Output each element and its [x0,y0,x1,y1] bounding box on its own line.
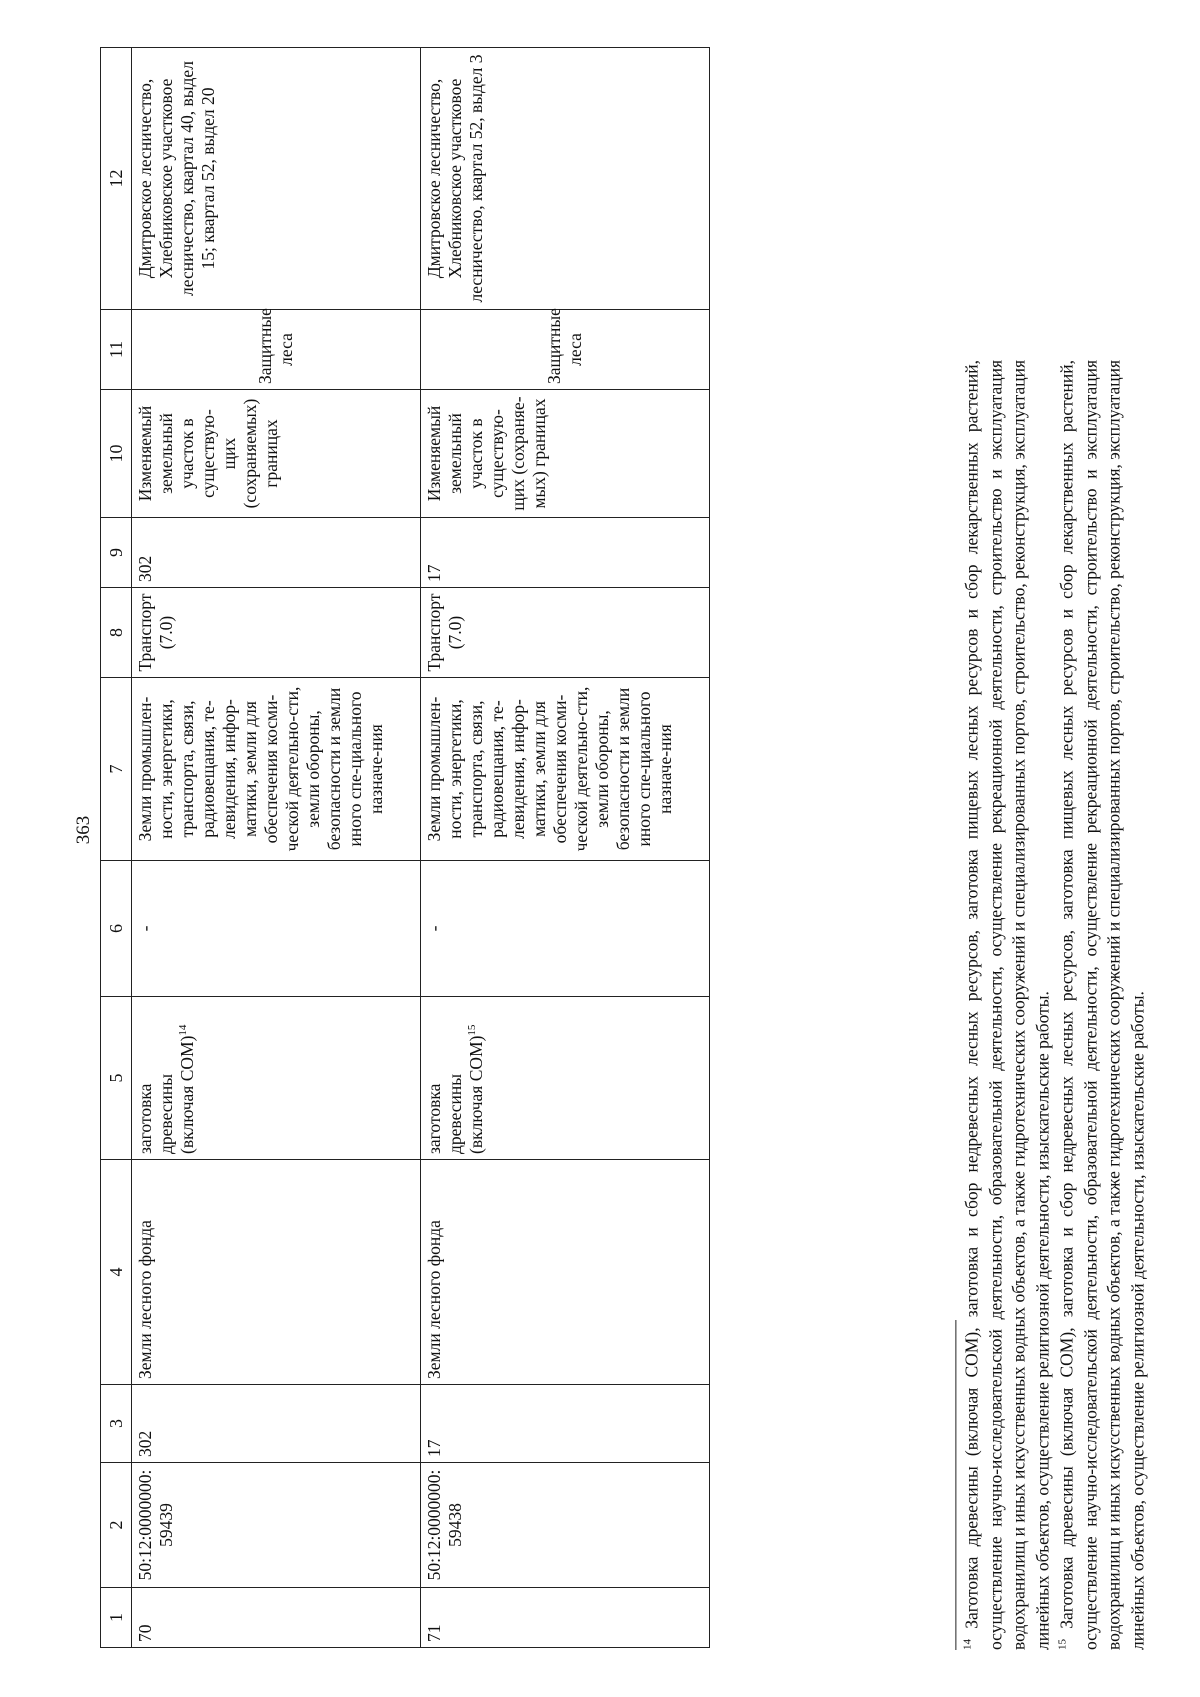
col-header: 8 [101,588,132,678]
col-header: 6 [101,861,132,997]
cell-forest-type: Защитные леса [421,310,710,390]
footnote-15 [1055,360,1150,1650]
use-text: заготовка древесины (включая СОМ) [424,1035,486,1154]
footnote-ref: 14 [177,1024,190,1036]
cell-use [132,997,421,1160]
land-table [100,48,710,1648]
cell-target-area: 17 [421,518,710,588]
cell-status: Изменяемый земельный участок в существую-щих (сохраняе-мых) границах [421,390,710,518]
cell-cadastral: 50:12:0000000: 59438 [421,1463,710,1588]
col-header: 5 [101,997,132,1160]
cell-col6: - [421,861,710,997]
footnote-divider [955,1320,956,1650]
cell-num: 70 [132,1588,421,1648]
cell-category: Земли лесного фонда [421,1160,710,1385]
cell-use [421,997,710,1160]
cell-target-area: 302 [132,518,421,588]
use-text: заготовка древесины (включая СОМ) [135,1035,197,1154]
col-header: 2 [101,1463,132,1588]
footnote-paragraph [960,360,1055,1650]
cell-category: Земли лесного фонда [132,1160,421,1385]
footnote-mark: 14 [961,1639,974,1650]
col-header: 9 [101,518,132,588]
cell-area: 302 [132,1385,421,1463]
cell-target-category: Земли промышлен-ности, энергетики, транспорта, связи, радиовещания, те-левидения, инфор-матики, земли для обеспечения косми-ческой деятельно-сти, земли обороны, безопасности и земли иного спе-циального назначе-ния [421,678,710,861]
cell-target-use: Транспорт (7.0) [421,588,710,678]
col-header: 12 [101,48,132,310]
cell-forest-type: Защитные леса [132,310,421,390]
footnote-mark: 15 [1056,1639,1069,1650]
cell-location: Дмитровское лесничество, Хлебниковское участковое лесничество, квартал 40, выдел 15; квартал 52, выдел 20 [132,48,421,310]
footnote-text: Заготовка древесины (включая СОМ), заготовка и сбор недревесных лесных ресурсов, заготовка пищевых лесных ресурсов и сбор лекарственных растений, осуществление научно-исследовательской деятельности, образовательной деятельности, осуществление рекреационной деятельности, строительство и эксплуатация водохранилищ и иных искусственных водных объектов, а также гидротехнических сооружений и специализированных портов, строительство, реконструкция, эксплуатация линейных объектов, осуществление религиозной деятельности, изыскательские работы. [961,360,1053,1650]
table-row [421,48,710,1648]
cell-col6: - [132,861,421,997]
col-header: 11 [101,310,132,390]
col-header: 7 [101,678,132,861]
footnote-paragraph [1055,360,1150,1650]
col-header: 4 [101,1160,132,1385]
footnotes [955,360,1150,1650]
footnote-ref: 15 [466,1024,479,1036]
cell-location: Дмитровское лесничество, Хлебниковское участковое лесничество, квартал 52, выдел 3 [421,48,710,310]
cell-target-category: Земли промышлен-ности, энергетики, транспорта, связи, радиовещания, те-левидения, инфор-матики, земли для обеспечения косми-ческой деятельно-сти, земли обороны, безопасности и земли иного спе-циального назначе-ния [132,678,421,861]
col-header: 3 [101,1385,132,1463]
col-header: 10 [101,390,132,518]
footnote-14 [960,360,1055,1650]
col-header: 1 [101,1588,132,1648]
cell-cadastral: 50:12:0000000: 59439 [132,1463,421,1588]
cell-num: 71 [421,1588,710,1648]
footnote-text: Заготовка древесины (включая СОМ), заготовка и сбор недревесных лесных ресурсов, заготовка пищевых лесных ресурсов и сбор лекарственных растений, осуществление научно-исследовательской деятельности, образовательной деятельности, осуществление рекреационной деятельности, строительство и эксплуатация водохранилищ и иных искусственных водных объектов, а также гидротехнических сооружений и специализированных портов, строительство, реконструкция, эксплуатация линейных объектов, осуществление религиозной деятельности, изыскательские работы. [1056,360,1148,1650]
page-number: 363 [73,815,94,845]
cell-area: 17 [421,1385,710,1463]
table-row [132,48,421,1648]
cell-target-use: Транспорт (7.0) [132,588,421,678]
cell-status: Изменяемый земельный участок в существую-щих (сохраняемых) границах [132,390,421,518]
header-row [101,48,132,1648]
